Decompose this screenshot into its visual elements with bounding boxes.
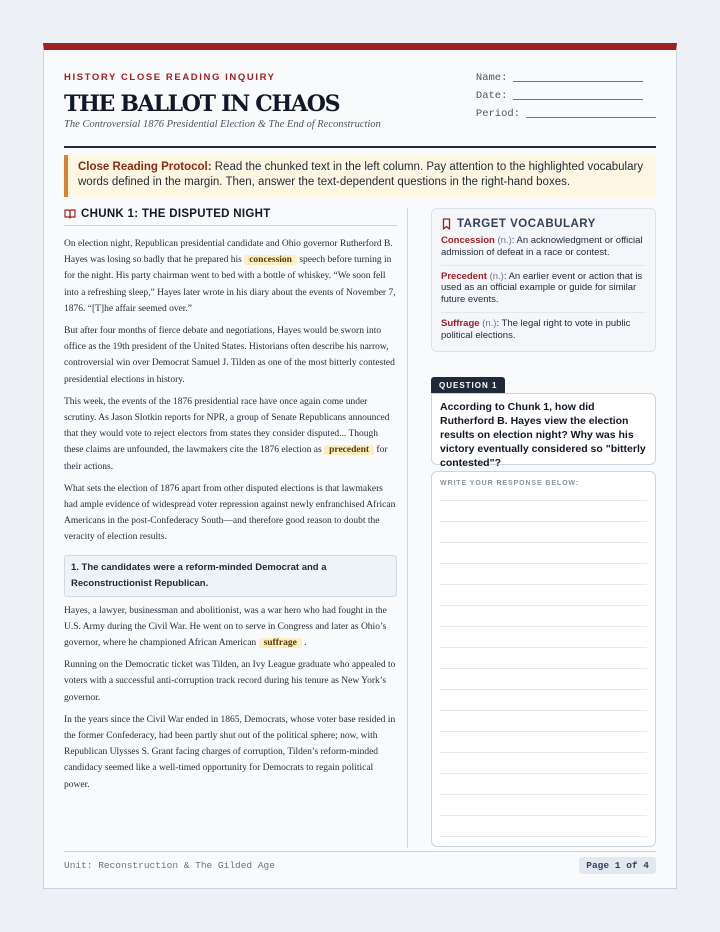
date-field[interactable] [476, 84, 656, 102]
paragraph-text: . [301, 638, 307, 649]
vocab-definition: : An earlier event or action that is used as an official example or guide for similar future events. [441, 270, 643, 306]
period-line [526, 117, 656, 118]
course-eyebrow: HISTORY CLOSE READING INQUIRY [64, 72, 276, 83]
writing-line [440, 773, 647, 774]
protocol-text: Read the chunked text in the left column. Pay attention to the highlighted vocabulary words defined in the margin. Then, answer the text-dependent questions in the right-hand boxes. [78, 161, 644, 188]
writing-line [440, 836, 647, 837]
vocab-highlight-precedent: precedent [324, 445, 374, 455]
paragraph-text: Hayes, a lawyer, businessman and abolitionist, was a war hero who had fought in the U.S. Army during the Civil War. He went on to serve in Congress and later as Ohio’s governor, where he championed African American [64, 605, 387, 649]
writing-line [440, 626, 647, 627]
vocab-term: Precedent [441, 270, 487, 282]
writing-line [440, 584, 647, 585]
paragraph-7: In the years since the Civil War ended in 1865, Democrats, whose voter base resided in the former Confederacy, had been partly shut out of the political sphere; now, with Republican Ulysses S. Grant facing charges of corruption, Tilden’s reform-minded candidacy seemed like a well-timed opportunity for Democrats to regain political power. [64, 714, 396, 790]
vocabulary-heading [441, 218, 646, 230]
reading-column [64, 208, 397, 793]
chunk-heading [64, 208, 397, 226]
header-divider [64, 146, 656, 148]
vocab-pos: (n.) [482, 317, 497, 329]
writing-line [440, 752, 647, 753]
writing-line [440, 815, 647, 816]
vocab-highlight-concession: concession [244, 255, 297, 265]
date-label: Date: [475, 90, 508, 102]
paragraph-6: Running on the Democratic ticket was Tilden, an Ivy League graduate who appealed to voters with a successful anti-corruption track record during his tenure as New York’s governor. [64, 660, 396, 703]
page-number-badge: Page 1 of 4 [579, 857, 656, 874]
vocab-item-concession [441, 230, 646, 266]
paragraph-2: But after four months of fierce debate and negotiations, Hayes would be sworn into office as the 19th president of the United States. Historians often describe his narrow, controversial win over Democrat Samuel J. Tilden as one of the most bitterly contested presidential elections in history. [64, 326, 395, 385]
writing-line [440, 647, 647, 648]
vocab-pos: (n.) [497, 235, 512, 246]
writing-line [440, 521, 647, 522]
vocab-pos: (n.) [489, 270, 504, 282]
name-line [513, 81, 643, 82]
period-field[interactable] [476, 102, 656, 120]
chunk-title: CHUNK 1: THE DISPUTED NIGHT [81, 208, 271, 220]
paragraph-text: speech before turning in for the night. His party chairman went to bed with a bottle of whiskey. “We soon fell into a refreshing sleep,” Hayes later wrote in his diary about the events of November 7, 1876. “[T]he affair seemed over.” [64, 255, 396, 314]
writing-line [440, 794, 647, 795]
question-card: According to Chunk 1, how did Rutherford B. Hayes view the election results on election night? Why was his victory eventually considered so "bitterly contested"? [431, 393, 656, 465]
worksheet-page [43, 43, 677, 889]
paragraph-text: for their actions. [64, 445, 388, 472]
writing-line [440, 563, 647, 564]
paragraph-5 [64, 603, 397, 652]
paragraph-text: This week, the events of the 1876 presidential race have once again come under scrutiny. As Jason Slotkin reports for NPR, a group of Senate Republicans announced that they would vote to reject electors from states they consider disputed... Though these claims are unfounded, the lawmakers cite the 1876 election as [64, 396, 390, 456]
paragraph-4: What sets the election of 1876 apart from other disputed elections is that lawmakers had ample evidence of widespread voter repression against newly enfranchised African Americans in the post-Confederacy South—and therefore good reason to doubt the veracity of election results. [64, 483, 396, 543]
period-label: Period: [475, 108, 520, 120]
footer-divider [64, 851, 656, 852]
paragraph-1 [64, 236, 397, 317]
bookmark-icon [441, 218, 452, 230]
column-divider [407, 208, 408, 848]
student-info-fields [476, 66, 656, 120]
response-box[interactable] [431, 471, 656, 847]
footer-unit: Unit: Reconstruction & The Gilded Age [64, 860, 275, 871]
vocabulary-panel [431, 208, 656, 352]
vocab-definition: : An acknowledgment or official admission of defeat in a race or contest. [441, 235, 643, 258]
vocab-item-suffrage [441, 313, 646, 344]
writing-line [440, 500, 647, 501]
vocab-highlight-suffrage: suffrage [259, 638, 302, 648]
vocab-item-precedent [441, 266, 646, 313]
paragraph-3 [64, 394, 397, 475]
open-book-icon [64, 208, 76, 220]
writing-line [440, 710, 647, 711]
question-label: QUESTION 1 [431, 377, 505, 393]
writing-line [440, 668, 647, 669]
writing-line [440, 689, 647, 690]
vocab-term: Concession [441, 235, 495, 246]
section-statement: 1. The candidates were a reform-minded Democrat and a Reconstructionist Republican. [64, 555, 397, 597]
writing-line [440, 605, 647, 606]
response-label: WRITE YOUR RESPONSE BELOW: [440, 480, 580, 487]
close-reading-protocol [64, 155, 656, 197]
page-subtitle: The Controversial 1876 Presidential Election & The End of Reconstruction [64, 119, 381, 130]
paragraph-text: On election night, Republican presidential candidate and Ohio governor Rutherford B. Hayes was losing so badly that he prepared his [64, 239, 393, 266]
vocab-definition: : The legal right to vote in public political elections. [441, 317, 631, 341]
vocabulary-title: TARGET VOCABULARY [457, 218, 596, 230]
writing-line [440, 542, 647, 543]
page-title: THE BALLOT IN CHAOS [64, 91, 340, 117]
writing-line [440, 731, 647, 732]
name-field[interactable] [476, 66, 656, 84]
date-line [513, 99, 643, 100]
vocab-term: Suffrage [441, 317, 480, 329]
protocol-label: Close Reading Protocol: [78, 161, 212, 173]
name-label: Name: [475, 72, 508, 84]
